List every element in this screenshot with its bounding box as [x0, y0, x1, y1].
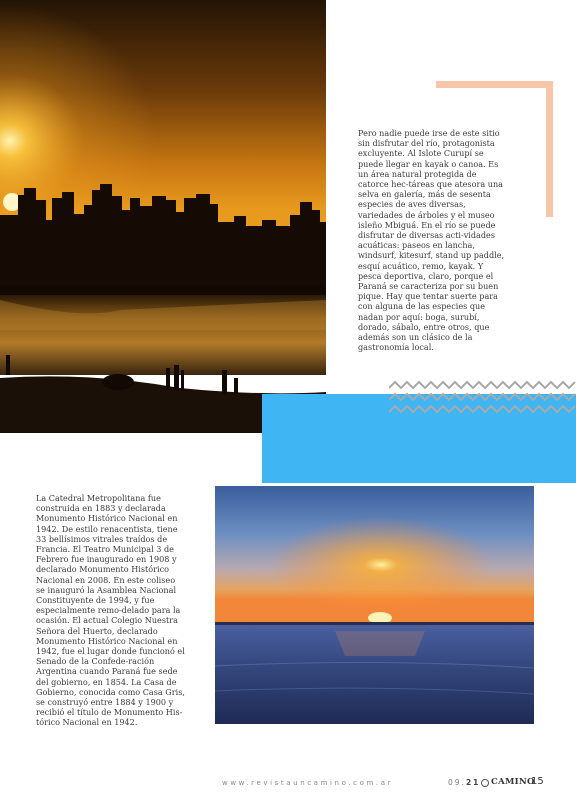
page-number: 15: [531, 776, 544, 787]
issue-number: [448, 778, 480, 787]
issue-bold: 21: [465, 778, 481, 787]
page-footer: [0, 774, 576, 794]
brand-logo-icon: [481, 779, 489, 787]
city-sunset-photo: [0, 0, 326, 433]
zigzag-decoration: [389, 380, 576, 414]
brand-name: CAMINO: [491, 777, 535, 787]
river-sunset-photo: [215, 486, 534, 724]
issue-prefix: 09.: [448, 778, 466, 787]
website-url[interactable]: www.revistauncamino.com.ar: [222, 779, 394, 787]
article-text-heritage: La Catedral Metropolitana fue construida en 1883 y declarada Monumento Histórico Nacional en 1942. De estilo renacentista, tiene 33 bellísimos vitrales traídos de Francia. El Teatro Municipal 3 de Febrero fue inaugurado en 1908 y declarado Monumento Histórico Nacional en 2008. En este coliseo se inauguró la Asamblea Nacional Constituyente de 1994, y fue especialmente remo-delado para la ocasión. El actual Colegio Nuestra Señora del Huerto, declarado Monumento Histórico Nacional en 1942, fue el lugar donde funcionó el Senado de la Confede-ración Argentina cuando Paraná fue sede del gobierno, en 1854. La Casa de Gobierno, conocida como Casa Gris, se construyó entre 1884 y 1900 y recibió el título de Monumento His-tórico Nacional en 1942.: [36, 493, 185, 728]
article-text-river: Pero nadie puede irse de este sitio sin disfrutar del río, protagonista excluyente. Al Islote Curupí se puede llegar en kayak o canoa. Es un área natural protegida de catorce hec-táreas que atesora una selva en galería, más de sesenta especies de aves diversas, variedades de árboles y el museo isleño Mbiguá. En el río se puede disfrutar de diversas acti-vidades acuáticas: paseos en lancha, windsurf, kitesurf, stand up paddle, esquí acuático, remo, kayak. Y pesca deportiva, claro, porque el Paraná se caracteriza por su buen pique. Hay que tentar suerte para con alguna de las especies que nadan por aquí: boga, surubí, dorado, sábalo, entre otros, que además son un clásico de la gastronomía local.: [358, 128, 505, 353]
